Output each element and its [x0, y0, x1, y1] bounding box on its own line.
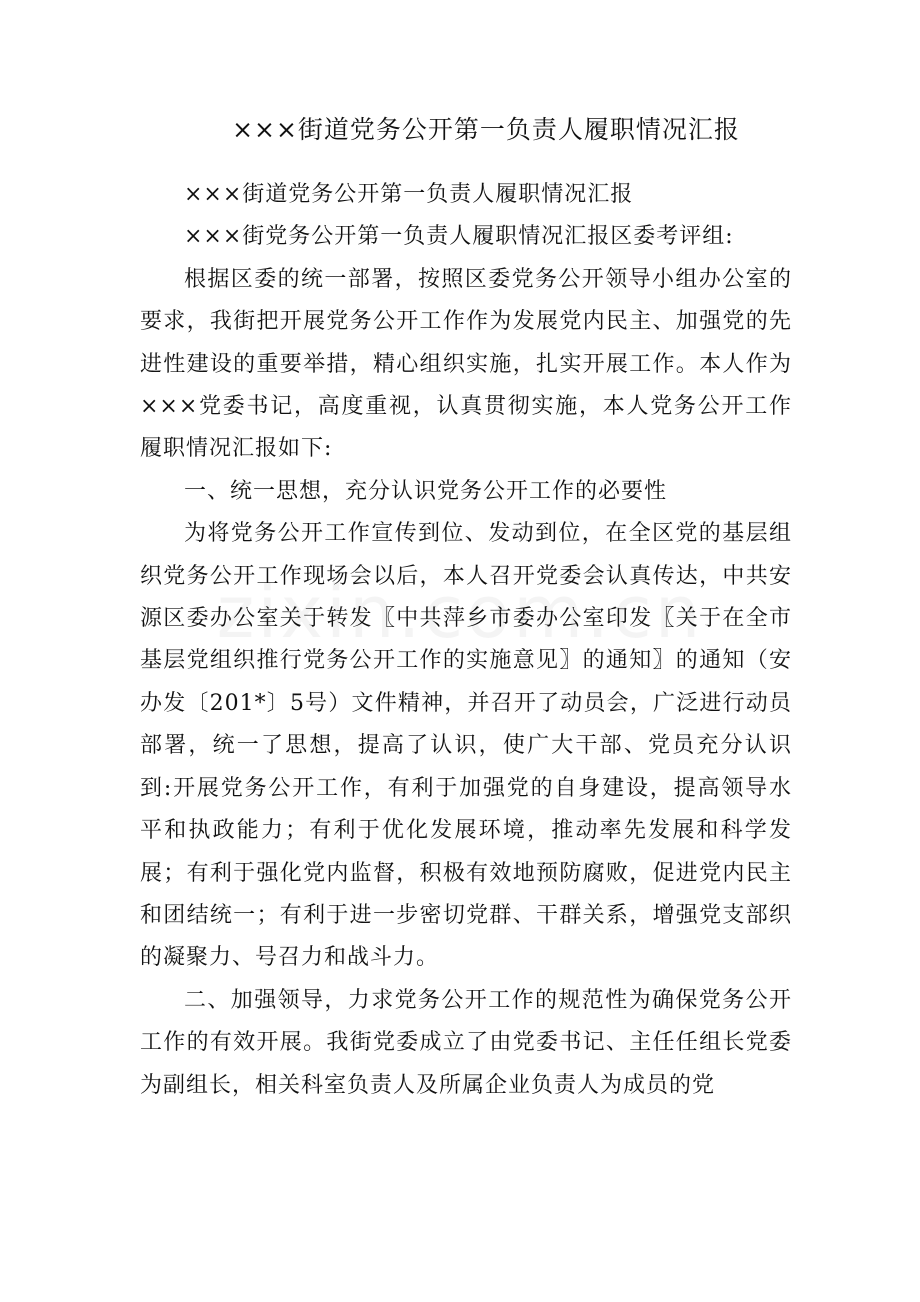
- paragraph-section-two: 二、加强领导，力求党务公开工作的规范性为确保党务公开工作的有效开展。我街党委成立了由党委书记、主任任组长党委为副组长，相关科室负责人及所属企业负责人为成员的党: [140, 987, 792, 1098]
- document-body: [140, 174, 792, 1107]
- paragraph-heading-repeat: ×××街道党务公开第一负责人履职情况汇报: [184, 182, 634, 207]
- section-heading-one: 一、统一思想，充分认识党务公开工作的必要性: [184, 478, 668, 504]
- paragraph-intro: 根据区委的统一部署，按照区委党务公开领导小组办公室的要求，我街把开展党务公开工作作为发展党内民主、加强党的先进性建设的重要举措，精心组织实施，扎实开展工作。本人作为×××党委书记，高度重视，认真贯彻实施，本人党务公开工作履职情况汇报如下:: [140, 266, 792, 462]
- paragraph-salutation: ×××街党务公开第一负责人履职情况汇报区委考评组:: [184, 224, 734, 250]
- paragraph-section-one: 为将党务公开工作宣传到位、发动到位，在全区党的基层组织党务公开工作现场会以后，本人召开党委会认真传达，中共安源区委办公室关于转发〖中共萍乡市委办公室印发〖关于在全市基层党组织推行党务公开工作的实施意见〗的通知〗的通知（安办发〔201*〕5号）文件精神，并召开了动员会，广泛进行动员部署，统一了思想，提高了认识，使广大干部、党员充分认识到:开展党务公开工作，有利于加强党的自身建设，提高领导水平和执政能力；有利于优化发展环境，推动率先发展和科学发展；有利于强化党内监督，积极有效地预防腐败，促进党内民主和团结统一；有利于进一步密切党群、干群关系，增强党支部织的凝聚力、号召力和战斗力。: [140, 521, 792, 971]
- document-title: ×××街道党务公开第一负责人履职情况汇报: [232, 115, 740, 144]
